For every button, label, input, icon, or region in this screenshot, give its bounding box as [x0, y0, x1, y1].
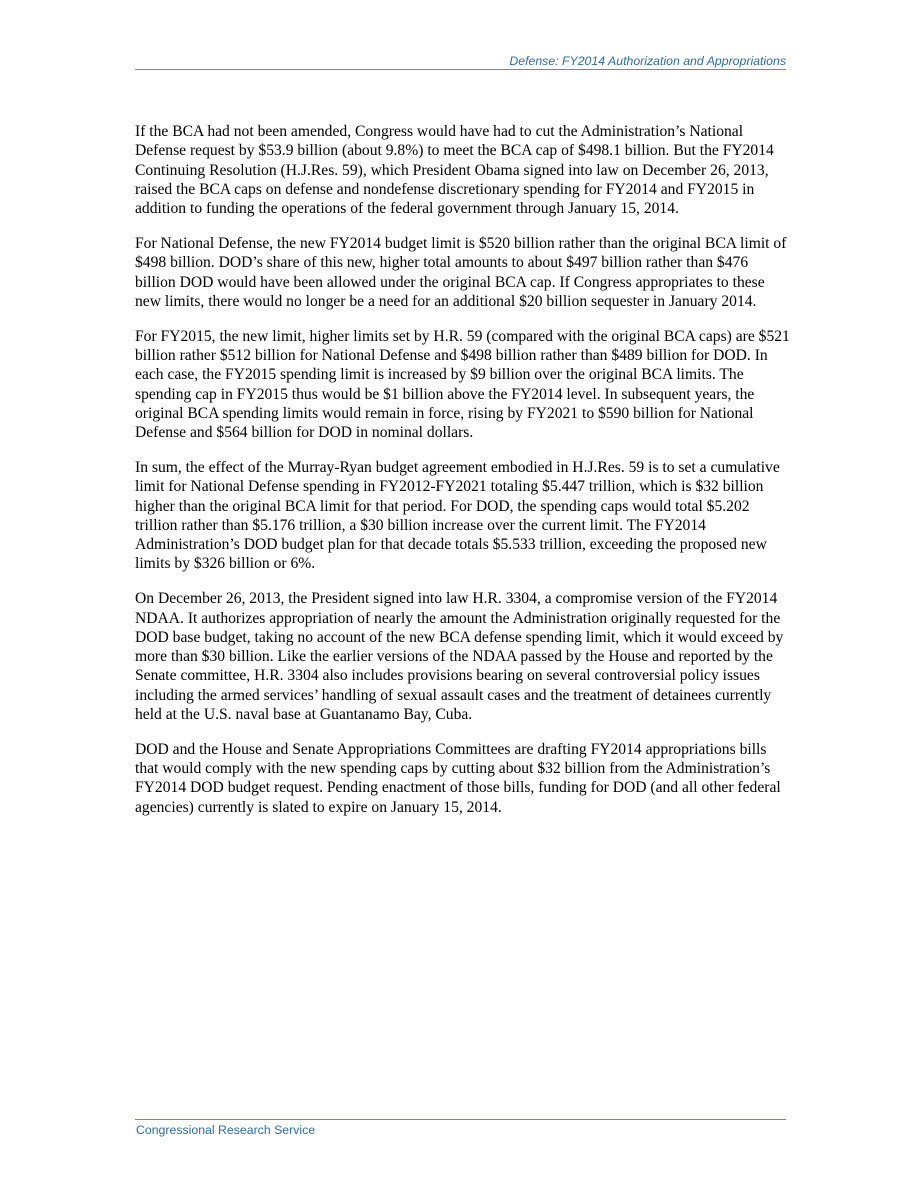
running-header-title: Defense: FY2014 Authorization and Appropriations: [509, 54, 786, 68]
paragraph-bca-amendment: If the BCA had not been amended, Congress would have had to cut the Administration’s National Defense request by $53.9 billion (about 9.8%) to meet the BCA cap of $498.1 billion. But the FY2014 Continuing Resolution (H.J.Res. 59), which President Obama signed into law on December 26, 2013, raised the BCA caps on defense and nondefense discretionary spending for FY2014 and FY2015 in addition to funding the operations of the federal government through January 15, 2014.: [135, 123, 774, 218]
paragraph-hr3304-ndaa: On December 26, 2013, the President signed into law H.R. 3304, a compromise version of the FY2014 NDAA. It authorizes appropriation of nearly the amount the Administration originally requested for the DOD base budget, taking no account of the new BCA defense spending limit, which it would exceed by more than $30 billion. Like the earlier versions of the NDAA passed by the House and reported by the Senate committee, H.R. 3304 also includes provisions bearing on several controversial policy issues including the armed services’ handling of sexual assault cases and the treatment of detainees currently held at the U.S. naval base at Guantanamo Bay, Cuba.: [135, 590, 784, 724]
paragraph-fy2015-limits: For FY2015, the new limit, higher limits set by H.R. 59 (compared with the original BCA caps) are $521 billion rather $512 billion for National Defense and $498 billion rather than $489 billion for DOD. In each case, the FY2015 spending limit is increased by $9 billion over the original BCA limits. The spending cap in FY2015 thus would be $1 billion above the FY2014 level. In subsequent years, the original BCA spending limits would remain in force, rising by FY2021 to $590 billion for National Defense and $564 billion for DOD in nominal dollars.: [135, 327, 790, 442]
footer-source: Congressional Research Service: [136, 1123, 316, 1137]
document-body: [135, 122, 791, 833]
paragraph-appropriations-drafting: DOD and the House and Senate Appropriations Committees are drafting FY2014 appropriations bills that would comply with the new spending caps by cutting about $32 billion from the Administration’s FY2014 DOD budget request. Pending enactment of those bills, funding for DOD (and all other federal agencies) currently is slated to expire on January 15, 2014.: [135, 740, 781, 816]
paragraph-national-defense-fy2014: For National Defense, the new FY2014 budget limit is $520 billion rather than the original BCA limit of $498 billion. DOD’s share of this new, higher total amounts to about $497 billion rather than $476 billion DOD would have been allowed under the original BCA cap. If Congress appropriates to these new limits, there would no longer be a need for an additional $20 billion sequester in January 2014.: [135, 234, 787, 310]
header-divider: [135, 69, 786, 70]
footer-divider: [135, 1119, 786, 1120]
paragraph-murray-ryan-summary: In sum, the effect of the Murray-Ryan budget agreement embodied in H.J.Res. 59 is to set a cumulative limit for National Defense spending in FY2012-FY2021 totaling $5.447 trillion, which is $32 billion higher than the original BCA limit for that period. For DOD, the spending caps would total $5.202 trillion rather than $5.176 trillion, a $30 billion increase over the current limit. The FY2014 Administration’s DOD budget plan for that decade totals $5.533 trillion, exceeding the proposed new limits by $326 billion or 6%.: [135, 458, 780, 573]
